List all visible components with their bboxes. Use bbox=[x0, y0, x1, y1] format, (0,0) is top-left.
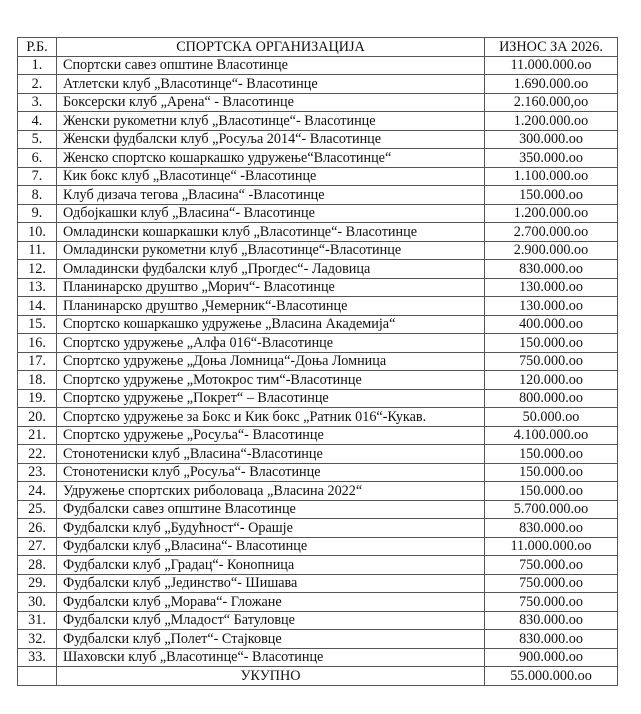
row-number: 6. bbox=[18, 149, 57, 168]
row-organization: Фудбалски клуб „Младост“ Батуловце bbox=[57, 611, 485, 630]
total-row bbox=[18, 667, 618, 686]
row-number: 27. bbox=[18, 537, 57, 556]
row-organization: Фудбалски клуб „Будућност“- Орашје bbox=[57, 519, 485, 538]
row-amount: 2.700.000.oo bbox=[485, 223, 618, 242]
row-organization: Спортско удружење „Покрет“ – Власотинце bbox=[57, 389, 485, 408]
row-number: 21. bbox=[18, 426, 57, 445]
row-number: 10. bbox=[18, 223, 57, 242]
row-number: 29. bbox=[18, 574, 57, 593]
table-row bbox=[18, 463, 618, 482]
table-row bbox=[18, 519, 618, 538]
row-organization: Одбојкашки клуб „Власина“- Власотинце bbox=[57, 204, 485, 223]
row-number: 17. bbox=[18, 352, 57, 371]
table-row bbox=[18, 204, 618, 223]
row-organization: Кик бокс клуб „Власотинце“ -Власотинце bbox=[57, 167, 485, 186]
row-amount: 11.000.000.oo bbox=[485, 56, 618, 75]
header-amount: ИЗНОС ЗА 2026. bbox=[485, 38, 618, 57]
row-organization: Удружење спортских риболоваца „Власина 2022“ bbox=[57, 482, 485, 501]
table-row bbox=[18, 389, 618, 408]
table-row bbox=[18, 334, 618, 353]
row-amount: 350.000.oo bbox=[485, 149, 618, 168]
row-organization: Стонотениски клуб „Росуља“- Власотинце bbox=[57, 463, 485, 482]
row-amount: 150.000.oo bbox=[485, 445, 618, 464]
row-amount: 400.000.oo bbox=[485, 315, 618, 334]
row-amount: 830.000.oo bbox=[485, 260, 618, 279]
row-number: 32. bbox=[18, 630, 57, 649]
row-amount: 1.690.000.oo bbox=[485, 75, 618, 94]
row-amount: 150.000.oo bbox=[485, 334, 618, 353]
row-number: 12. bbox=[18, 260, 57, 279]
row-organization: Фудбалски клуб „Полет“- Стајковце bbox=[57, 630, 485, 649]
row-organization: Спортски савез општине Власотинце bbox=[57, 56, 485, 75]
row-number: 24. bbox=[18, 482, 57, 501]
row-number: 7. bbox=[18, 167, 57, 186]
row-amount: 750.000.oo bbox=[485, 574, 618, 593]
row-number: 22. bbox=[18, 445, 57, 464]
row-organization: Спортско удружење „Мотокрос тим“-Власотинце bbox=[57, 371, 485, 390]
row-number: 5. bbox=[18, 130, 57, 149]
row-organization: Фудбалски клуб „Морава“- Гложане bbox=[57, 593, 485, 612]
row-organization: Омладински кошаркашки клуб „Власотинце“- Власотинце bbox=[57, 223, 485, 242]
table-body bbox=[18, 56, 618, 667]
row-amount: 800.000.oo bbox=[485, 389, 618, 408]
row-organization: Шаховски клуб „Власотинце“- Власотинце bbox=[57, 648, 485, 667]
row-number: 28. bbox=[18, 556, 57, 575]
row-amount: 4.100.000.oo bbox=[485, 426, 618, 445]
table-header-row bbox=[18, 38, 618, 57]
row-number: 3. bbox=[18, 93, 57, 112]
row-amount: 150.000.oo bbox=[485, 482, 618, 501]
row-amount: 900.000.oo bbox=[485, 648, 618, 667]
table-row bbox=[18, 426, 618, 445]
row-amount: 830.000.oo bbox=[485, 630, 618, 649]
row-number: 25. bbox=[18, 500, 57, 519]
row-amount: 1.200.000.oo bbox=[485, 204, 618, 223]
table-row bbox=[18, 278, 618, 297]
table-row bbox=[18, 93, 618, 112]
header-number: Р.Б. bbox=[18, 38, 57, 57]
row-amount: 2.160.000,oo bbox=[485, 93, 618, 112]
row-amount: 1.100.000.oo bbox=[485, 167, 618, 186]
row-organization: Фудбалски клуб „Градац“- Конопница bbox=[57, 556, 485, 575]
row-number: 13. bbox=[18, 278, 57, 297]
table-row bbox=[18, 630, 618, 649]
table-row bbox=[18, 408, 618, 427]
row-organization: Планинарско друштво „Морич“- Власотинце bbox=[57, 278, 485, 297]
row-organization: Спортско удружење за Бокс и Кик бокс „Ратник 016“-Кукав. bbox=[57, 408, 485, 427]
row-organization: Стонотениски клуб „Власина“-Власотинце bbox=[57, 445, 485, 464]
row-organization: Фудбалски клуб „Јединство“- Шишава bbox=[57, 574, 485, 593]
table-row bbox=[18, 260, 618, 279]
table-row bbox=[18, 149, 618, 168]
row-amount: 750.000.oo bbox=[485, 556, 618, 575]
sports-budget-table bbox=[17, 37, 618, 686]
row-organization: Омладински рукометни клуб „Власотинце“-Власотинце bbox=[57, 241, 485, 260]
table-row bbox=[18, 352, 618, 371]
table-row bbox=[18, 371, 618, 390]
row-amount: 830.000.oo bbox=[485, 519, 618, 538]
row-organization: Фудбалски клуб „Власина“- Власотинце bbox=[57, 537, 485, 556]
table-row bbox=[18, 648, 618, 667]
row-organization: Спортско удружење „Алфа 016“-Власотинце bbox=[57, 334, 485, 353]
row-number: 20. bbox=[18, 408, 57, 427]
row-organization: Женски фудбалски клуб „Росуља 2014“- Власотинце bbox=[57, 130, 485, 149]
table-row bbox=[18, 167, 618, 186]
row-organization: Клуб дизача тегова „Власина“ -Власотинце bbox=[57, 186, 485, 205]
row-amount: 5.700.000.oo bbox=[485, 500, 618, 519]
table-row bbox=[18, 186, 618, 205]
row-organization: Планинарско друштво „Чемерник“-Власотинце bbox=[57, 297, 485, 316]
row-amount: 2.900.000.oo bbox=[485, 241, 618, 260]
row-amount: 50.000.oo bbox=[485, 408, 618, 427]
row-amount: 11.000.000.oo bbox=[485, 537, 618, 556]
row-number: 8. bbox=[18, 186, 57, 205]
row-number: 1. bbox=[18, 56, 57, 75]
total-label: УКУПНО bbox=[57, 667, 485, 686]
row-organization: Спортско удружење „Росуља“- Власотинце bbox=[57, 426, 485, 445]
row-amount: 750.000.oo bbox=[485, 593, 618, 612]
row-number: 33. bbox=[18, 648, 57, 667]
row-number: 14. bbox=[18, 297, 57, 316]
table-row bbox=[18, 241, 618, 260]
row-number: 9. bbox=[18, 204, 57, 223]
table-row bbox=[18, 611, 618, 630]
table-row bbox=[18, 574, 618, 593]
row-number: 26. bbox=[18, 519, 57, 538]
row-amount: 150.000.oo bbox=[485, 463, 618, 482]
table-row bbox=[18, 537, 618, 556]
row-organization: Фудбалски савез општине Власотинце bbox=[57, 500, 485, 519]
table-row bbox=[18, 130, 618, 149]
table-row bbox=[18, 297, 618, 316]
row-number: 18. bbox=[18, 371, 57, 390]
row-organization: Спортско кошаркашко удружење „Власина Академија“ bbox=[57, 315, 485, 334]
row-number: 19. bbox=[18, 389, 57, 408]
row-number: 11. bbox=[18, 241, 57, 260]
row-number: 16. bbox=[18, 334, 57, 353]
table-row bbox=[18, 593, 618, 612]
table-row bbox=[18, 315, 618, 334]
row-number: 2. bbox=[18, 75, 57, 94]
row-amount: 830.000.oo bbox=[485, 611, 618, 630]
row-amount: 750.000.oo bbox=[485, 352, 618, 371]
row-organization: Женско спортско кошаркашко удружење“Власотинце“ bbox=[57, 149, 485, 168]
row-organization: Боксерски клуб „Арена“ - Власотинце bbox=[57, 93, 485, 112]
total-number-cell bbox=[18, 667, 57, 686]
row-number: 23. bbox=[18, 463, 57, 482]
table-row bbox=[18, 112, 618, 131]
row-amount: 120.000.oo bbox=[485, 371, 618, 390]
row-amount: 130.000.oo bbox=[485, 297, 618, 316]
row-organization: Женски рукометни клуб „Власотинце“- Власотинце bbox=[57, 112, 485, 131]
row-number: 4. bbox=[18, 112, 57, 131]
table-row bbox=[18, 56, 618, 75]
row-number: 31. bbox=[18, 611, 57, 630]
row-amount: 130.000.oo bbox=[485, 278, 618, 297]
row-organization: Омладински фудбалски клуб „Прогдес“- Ладовица bbox=[57, 260, 485, 279]
table-row bbox=[18, 223, 618, 242]
header-organization: СПОРТСКА ОРГАНИЗАЦИЈА bbox=[57, 38, 485, 57]
row-amount: 1.200.000.oo bbox=[485, 112, 618, 131]
table-row bbox=[18, 445, 618, 464]
table-row bbox=[18, 556, 618, 575]
row-organization: Спортско удружење „Доња Ломница“-Доња Ломница bbox=[57, 352, 485, 371]
table-row bbox=[18, 500, 618, 519]
row-amount: 300.000.oo bbox=[485, 130, 618, 149]
table-row bbox=[18, 482, 618, 501]
row-number: 15. bbox=[18, 315, 57, 334]
row-organization: Атлетски клуб „Власотинце“- Власотинце bbox=[57, 75, 485, 94]
row-amount: 150.000.oo bbox=[485, 186, 618, 205]
table-row bbox=[18, 75, 618, 94]
total-amount: 55.000.000.oo bbox=[485, 667, 618, 686]
row-number: 30. bbox=[18, 593, 57, 612]
